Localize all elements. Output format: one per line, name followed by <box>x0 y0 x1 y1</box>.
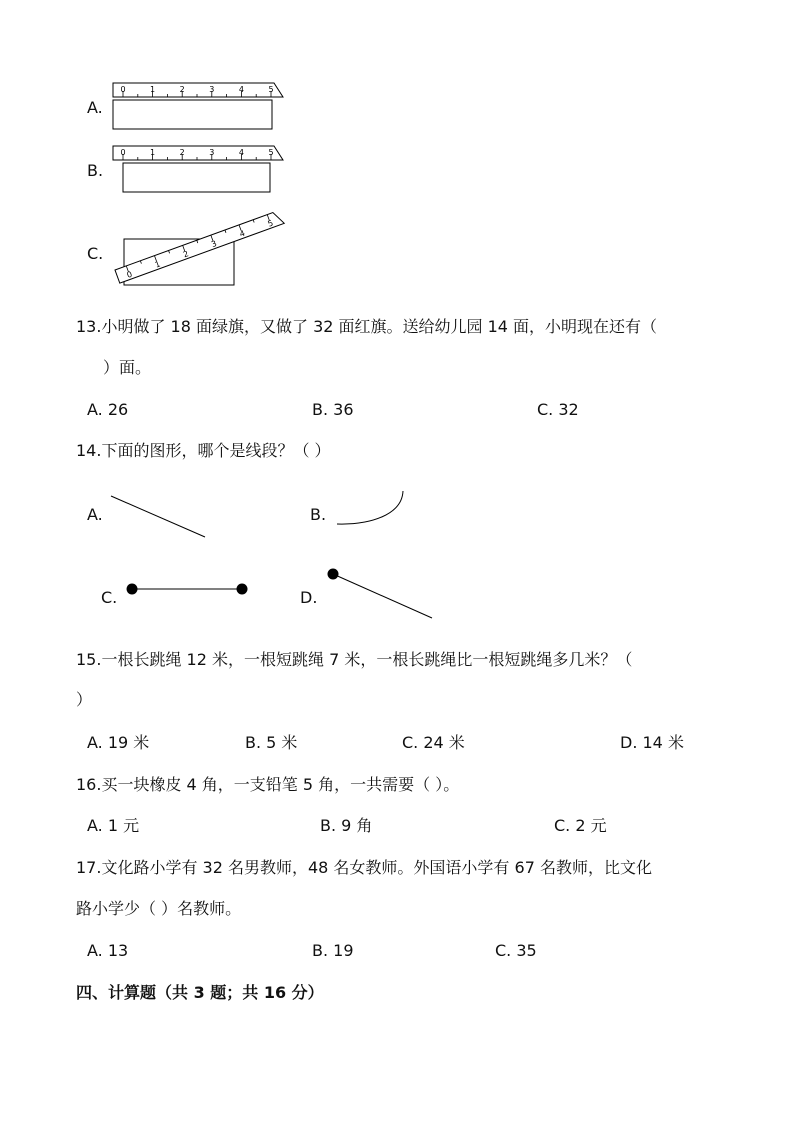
ruler-c <box>115 210 284 283</box>
q14-option-d-label[interactable]: D. <box>300 588 318 607</box>
q15-option-c[interactable]: C. 24 米 <box>402 733 465 752</box>
ruler-b <box>113 146 283 160</box>
ruler-tick-label: 4 <box>238 85 244 94</box>
q17-text-line2: 路小学少（ ）名教师。 <box>76 899 242 918</box>
line-a-figure <box>111 496 205 537</box>
q17-option-c[interactable]: C. 35 <box>495 941 537 960</box>
ruler-tick-label: 3 <box>210 238 219 250</box>
q13-option-b[interactable]: B. 36 <box>312 400 354 419</box>
ruler-tick-label: 0 <box>120 148 126 157</box>
q13-text-line1: 13.小明做了 18 面绿旗，又做了 32 面红旗。送给幼儿园 14 面，小明现在还有（ <box>76 317 658 336</box>
q16-option-c[interactable]: C. 2 元 <box>554 816 607 835</box>
q16-option-a[interactable]: A. 1 元 <box>87 816 140 835</box>
ruler-tick-label: 2 <box>179 85 185 94</box>
ruler-tick-label: 1 <box>150 85 156 94</box>
ruler-tick-label: 4 <box>238 228 247 239</box>
ruler-b-figure <box>110 143 290 193</box>
q17-option-a[interactable]: A. 13 <box>87 941 129 960</box>
ruler-tick-label: 3 <box>209 148 215 157</box>
q17-text-line1: 17.文化路小学有 32 名男教师，48 名女教师。外国语小学有 67 名教师，比文化 <box>76 858 652 877</box>
q15-text-line1: 15.一根长跳绳 12 米，一根短跳绳 7 米，一根长跳绳比一根短跳绳多几米？（ <box>76 650 633 669</box>
q16-text: 16.买一块橡皮 4 角，一支铅笔 5 角，一共需要（ ）。 <box>76 775 460 794</box>
rectangle-b <box>123 163 270 192</box>
q12-option-c-label: C. <box>87 244 104 263</box>
q16-option-b[interactable]: B. 9 角 <box>320 816 373 835</box>
ray-d-figure <box>328 569 433 619</box>
q12-option-a-label: A. <box>87 98 103 117</box>
ruler-tick-label: 5 <box>268 85 274 94</box>
ruler-tick-label: 3 <box>209 85 215 94</box>
rectangle-a <box>113 100 272 129</box>
ruler-tick-label: 0 <box>120 85 126 94</box>
q15-text-line2: ） <box>76 690 93 709</box>
q15-option-b[interactable]: B. 5 米 <box>245 733 298 752</box>
q14-option-c-label[interactable]: C. <box>101 588 118 607</box>
q14-option-a-label[interactable]: A. <box>87 505 103 524</box>
ruler-tick-label: 1 <box>150 148 156 157</box>
ruler-tick-label: 2 <box>179 148 185 157</box>
q14-text: 14.下面的图形，哪个是线段？（ ） <box>76 441 331 460</box>
ruler-tick-label: 2 <box>181 249 190 260</box>
section-4-heading: 四、计算题（共 3 题；共 16 分） <box>76 983 324 1002</box>
ruler-tick-label: 0 <box>125 269 134 280</box>
q13-text-line2: ）面。 <box>103 358 152 377</box>
ruler-tick-label: 1 <box>153 259 162 270</box>
ruler-tick-label: 5 <box>268 148 274 157</box>
ruler-a <box>113 83 283 97</box>
q12-option-b-label: B. <box>87 161 104 180</box>
curve-b-figure <box>337 491 403 524</box>
q15-option-a[interactable]: A. 19 米 <box>87 733 150 752</box>
q13-option-a[interactable]: A. 26 <box>87 400 129 419</box>
q14-option-b-label[interactable]: B. <box>310 505 327 524</box>
q15-option-d[interactable]: D. 14 米 <box>620 733 684 752</box>
q17-option-b[interactable]: B. 19 <box>312 941 354 960</box>
ruler-c-figure <box>110 215 290 295</box>
ruler-tick-label: 5 <box>266 218 275 229</box>
q13-option-c[interactable]: C. 32 <box>537 400 579 419</box>
segment-c-figure <box>127 584 248 595</box>
ruler-tick-label: 4 <box>238 148 244 157</box>
ruler-a-figure <box>110 80 290 130</box>
